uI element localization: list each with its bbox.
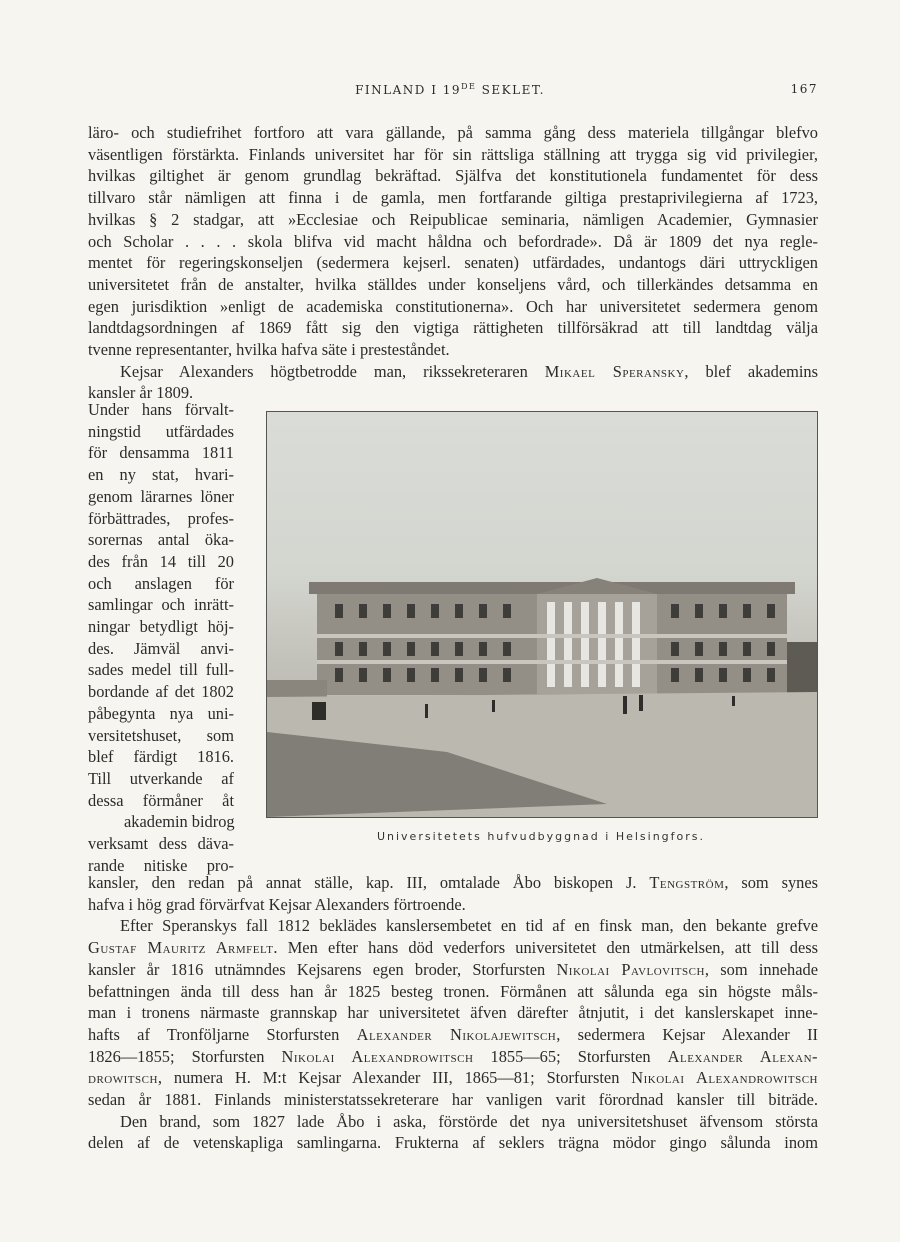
person-name: Nikolai Pavlovitsch: [556, 959, 705, 979]
text-line: versitetshuset, som: [88, 725, 234, 745]
text-line: genom lärarnes löner: [88, 486, 234, 506]
side-column-text: [88, 399, 234, 876]
person-name: Nikolai Alexandrowitsch: [631, 1068, 818, 1088]
text-line: kansler, den redan på annat ställe, kap. III, omtalade Åbo biskopen J. Tengström, som synes: [88, 873, 818, 892]
text-line: väsentligen förstärkta. Finlands universitet har för sin rättsliga ställning att trygga sig vid privilegier,: [88, 144, 818, 164]
text-line: förbättrades, profes-: [88, 508, 234, 528]
text-line: bordande af det 1802: [88, 682, 234, 702]
text-line: akademin bidrog: [124, 812, 235, 832]
text-line: en ny stat, hvari-: [88, 465, 234, 485]
text-line: sedan år 1881. Finlands ministerstatssekreterare har vanligen varit förordnad kansler till biträde.: [88, 1090, 818, 1110]
university-building-photo: [266, 411, 818, 818]
person-name: drowitsch: [88, 1068, 158, 1088]
text-line: landtdagsordningen af 1869 fått sig den vigtiga rättigheten tillförsäkrad att till landtdag välja: [88, 318, 818, 338]
text-line: dessa förmåner åt: [88, 790, 234, 810]
text-line: mentet för regeringskonseljen (sedermera kejserl. senaten) utfärdades, undantogs däri uttryckligen: [88, 253, 818, 273]
text-line: hafts af Tronföljarne Storfursten Alexander Nikolajewitsch, sedermera Kejsar Alexander II: [88, 1024, 818, 1044]
text-line: hvilkas giltighet är genom grundlag bekräftad. Själfva det konstitutionela fundamentet för dess: [88, 166, 818, 186]
text-line: verksamt dess däva-: [88, 834, 234, 854]
person-name: Alexander Nikolajewitsch: [356, 1024, 557, 1044]
text-line: hvilkas § 2 stadgar, att »Ecclesiae och Reipublicae seminaria, nämligen Academier, Gymnasier: [88, 209, 818, 229]
running-title: FINLAND I 19DE SEKLET.: [355, 82, 545, 97]
text-line: blef färdigt 1816.: [88, 747, 234, 767]
text-line: egen jurisdiktion »enligt de academiska constitutionerna». Och har universitetet sedermera genom: [88, 296, 818, 316]
text-line: drowitsch, numera H. M:t Kejsar Alexander III, 1865—81; Storfursten Nikolai Alexandrowitsch: [88, 1068, 818, 1088]
text-line: delen af de vetenskapliga samlingarna. Frukterna af seklers trägna mödor gingo sålunda inom: [88, 1133, 818, 1153]
text-line: Under hans förvalt-: [88, 400, 234, 419]
figure-caption: Universitetets hufvudbyggnad i Helsingfors.: [376, 830, 706, 843]
text-line: Gustaf Mauritz Armfelt. Men efter hans död vederfors universitetet den utmärkelsen, att till dess: [88, 938, 818, 958]
text-line: 1826—1855; Storfursten Nikolai Alexandrowitsch 1855—65; Storfursten Alexander Alexan-: [88, 1046, 818, 1066]
person-name: Alexander Alexan-: [667, 1046, 818, 1066]
text-line: Till utverkande af: [88, 768, 234, 788]
text-line: tillvaro står nämligen att finna i de gamla, men fortfarande giltiga prestaprivilegierna af 1723,: [88, 188, 818, 208]
text-line: kansler år 1816 utnämndes Kejsarens egen broder, Storfursten Nikolai Pavlovitsch, som innehade: [88, 959, 818, 979]
text-line: ningar betydligt höj-: [88, 617, 234, 637]
text-line: kansler år 1809.: [88, 383, 194, 403]
text-line: och Scholar . . . . skola blifva vid macht håldna och befordrade». Då är 1809 det nya regle-: [88, 231, 818, 251]
text-line: tvenne representanter, hvilka hafva säte i presteståndet.: [88, 340, 450, 360]
person-name: Mikael Speransky: [544, 361, 685, 381]
text-line: Efter Speranskys fall 1812 beklädes kanslersembetet en tid af en finsk man, den bekante grefve: [120, 916, 818, 936]
text-line: des. Jämväl anvi-: [88, 638, 234, 658]
text-line: des från 14 till 20: [88, 551, 234, 571]
top-paragraphs: [88, 122, 818, 404]
text-line: sorernas antal öka-: [88, 530, 234, 550]
running-header: [0, 82, 900, 104]
text-line: påbegynta nya uni-: [88, 703, 234, 723]
text-line: ningstid utfärdades: [88, 421, 234, 441]
building-illustration: [267, 412, 817, 817]
text-line: rande nitiske pro-: [88, 855, 234, 875]
bottom-paragraphs: [88, 872, 818, 1154]
text-line: man i tronens närmaste grannskap har universitetet äfven därefter åtnjutit, i det kanslerskapet inne-: [88, 1003, 818, 1023]
page-number: 167: [790, 82, 818, 96]
text-line: läro- och studiefrihet fortforo att vara gällande, på samma gång dess materiela tillgångar blefvo: [88, 123, 818, 142]
text-line: samlingar och inrätt-: [88, 595, 234, 615]
text-line: Den brand, som 1827 lade Åbo i aska, förstörde det nya universitetshuset äfvensom största: [120, 1111, 818, 1131]
text-line: hafva i hög grad förvärfvat Kejsar Alexanders förtroende.: [88, 894, 466, 914]
main-building: [267, 578, 817, 700]
person-name: Nikolai Alexandrowitsch: [281, 1046, 474, 1066]
text-line: Kejsar Alexanders högtbetrodde man, rikssekreteraren Mikael Speransky, blef akademins: [120, 361, 818, 381]
text-line: för densamma 1811: [88, 443, 234, 463]
person-name: Tengström: [649, 873, 725, 892]
text-line: sades medel till full-: [88, 660, 234, 680]
text-line: universitetet från de anstalter, hvilka ställdes under konseljens vård, och tillerkändes detsamma en: [88, 274, 818, 294]
text-line: befattningen ända till dess han år 1825 besteg tronen. Förmånen att sålunda ega sin högste måls-: [88, 981, 818, 1001]
person-name: Gustaf Mauritz Armfelt: [88, 938, 274, 958]
text-line: och anslagen för: [88, 573, 234, 593]
